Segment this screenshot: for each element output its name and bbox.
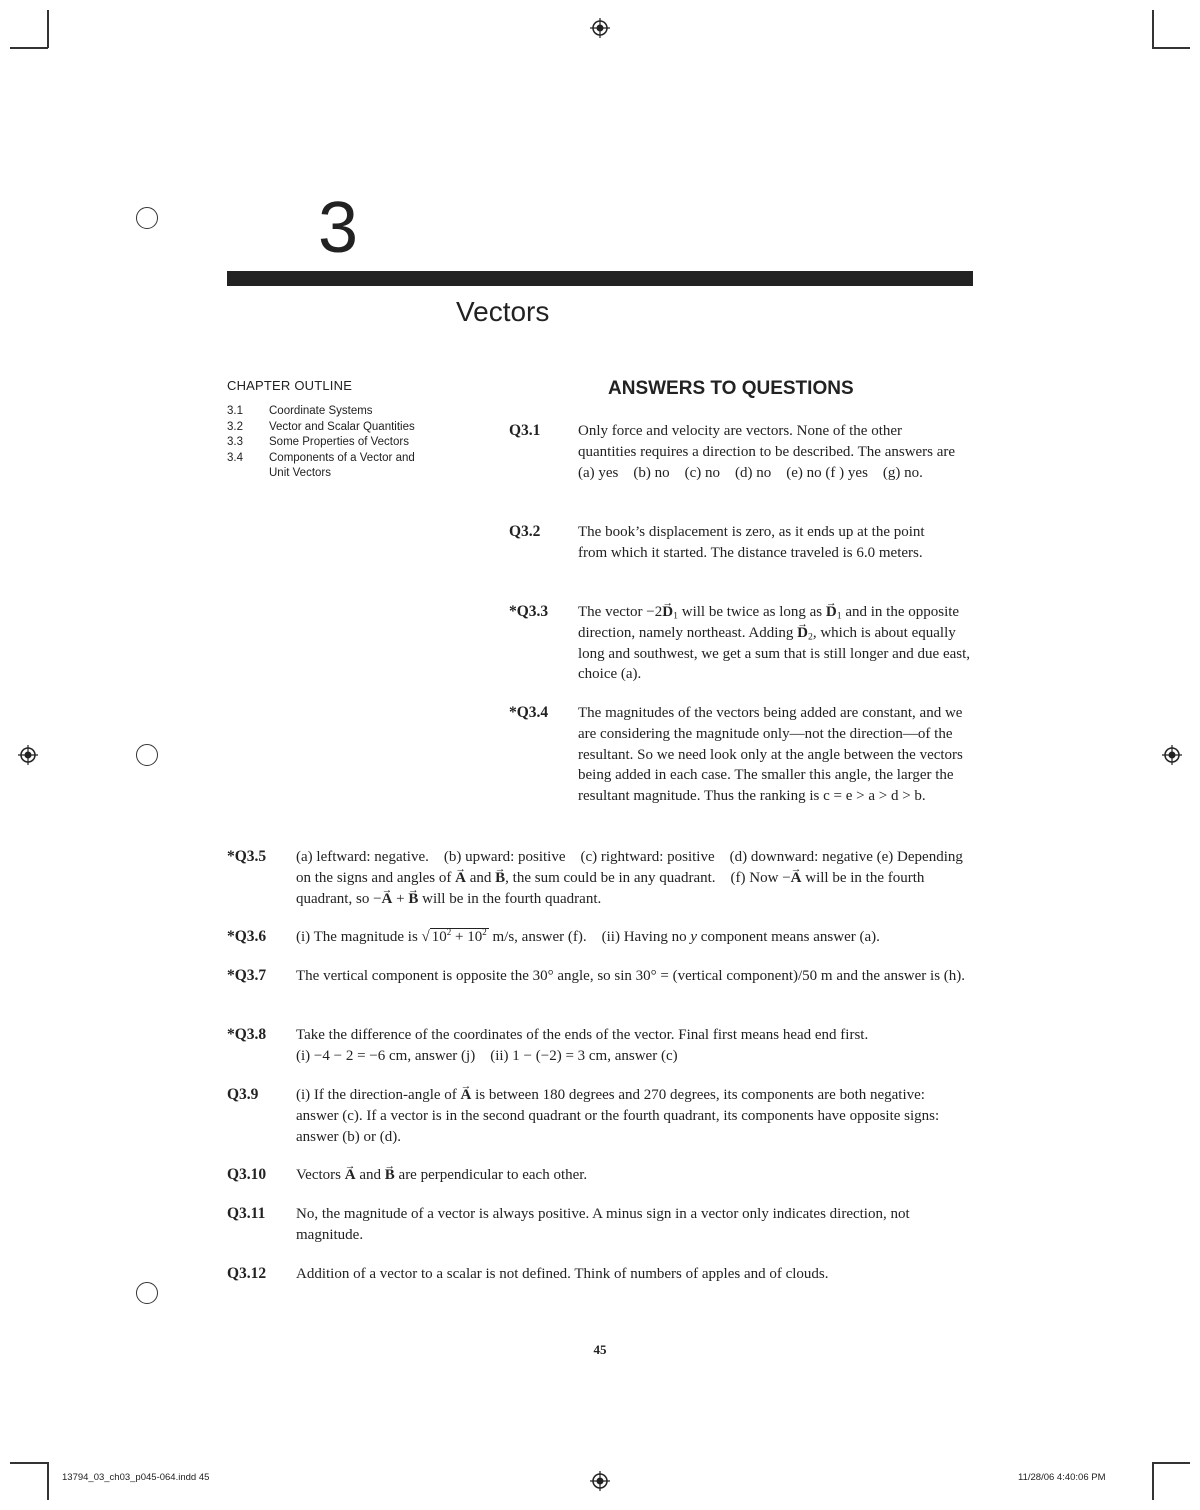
answer-text	[296, 847, 976, 909]
answer-text: The book’s displacement is zero, as it ends up at the point from which it started. The distance traveled is 6.0 meters.	[578, 524, 925, 561]
answer-text: Only force and velocity are vectors. None of the other quantities requires a direction to be described. The answers are (a) yes (b) no (c) no (d) no (e) no (f ) yes (g) no.	[578, 423, 956, 481]
text-run: +	[392, 890, 409, 907]
text-run: and in the opposite direction, namely northeast. Adding	[578, 604, 960, 641]
text-run: will be twice as long as	[677, 604, 826, 620]
radicand-term: 10	[431, 929, 447, 945]
vector-symbol: → B	[495, 868, 505, 889]
answer-line: Take the difference of the coordinates of the ends of the vector. Final first means head end first.	[296, 1027, 869, 1043]
question-label: *Q3.5	[227, 848, 267, 865]
text-run: (i) The magnitude is	[296, 929, 422, 945]
page-number: 45	[593, 1342, 607, 1357]
outline-item-number: 3.1	[227, 405, 243, 417]
text-run: is between 180 degrees and 270 degrees, its components are both negative: answer (c). If a vector is in the second quadrant or the fourth quadrant, its components have opposite signs: answer (b) or (d).	[296, 1087, 940, 1145]
question-label: Q3.12	[227, 1265, 267, 1282]
question-label: *Q3.3	[509, 603, 549, 620]
subscript: 1	[673, 610, 678, 622]
answer-text	[296, 1085, 966, 1147]
outline-item-number: 3.3	[227, 436, 243, 448]
crop-mark	[47, 10, 49, 48]
text-run: will be in the fourth quadrant.	[418, 890, 602, 907]
question-label: *Q3.4	[509, 704, 549, 721]
vector-symbol: → B	[408, 889, 418, 910]
answer-text	[296, 1025, 996, 1067]
vector-symbol: → A	[461, 1085, 472, 1106]
question-label: Q3.10	[227, 1166, 267, 1183]
registration-mark-icon	[590, 18, 610, 38]
crop-mark	[10, 1462, 48, 1464]
question-label: Q3.1	[509, 422, 541, 439]
answers-heading: ANSWERS TO QUESTIONS	[608, 378, 854, 399]
text-run: (i) If the direction-angle of	[296, 1087, 461, 1103]
question-label: *Q3.7	[227, 967, 267, 984]
outline-item-number: 3.4	[227, 451, 243, 464]
registration-mark-icon	[18, 745, 38, 765]
binder-hole-icon	[136, 207, 158, 229]
slug-timestamp: 11/28/06 4:40:06 PM	[1018, 1472, 1106, 1483]
outline-item-number: 3.2	[227, 420, 243, 433]
crop-mark	[1152, 10, 1154, 48]
question-label: *Q3.6	[227, 928, 267, 945]
text-run: (a) leftward: negative. (b) upward: positive (c) rightward: positive (d) downward: negative (e) Depending on the signs and angles of	[296, 849, 963, 886]
outline-heading: CHAPTER OUTLINE	[227, 378, 353, 393]
chapter-rule	[227, 271, 973, 286]
text-run: Vectors	[296, 1167, 345, 1183]
exponent: 2	[482, 927, 487, 937]
text-run: and	[355, 1167, 385, 1183]
outline-item-text: Coordinate Systems	[269, 405, 373, 417]
operator: +	[451, 929, 468, 945]
question-label: *Q3.8	[227, 1026, 267, 1043]
text-run: will be in the fourth quadrant, so −	[296, 869, 925, 907]
crop-mark	[1152, 1462, 1154, 1500]
outline-item-text: Some Properties of Vectors	[269, 436, 409, 448]
vector-symbol: → D	[797, 623, 808, 644]
radical-sign: √	[421, 929, 430, 945]
vector-symbol: → A	[455, 868, 466, 889]
chapter-number: 3	[318, 188, 359, 268]
subscript: 1	[836, 610, 842, 622]
outline-item-text: Vector and Scalar Quantities	[269, 420, 415, 433]
crop-mark	[10, 47, 48, 49]
answer-line: (i) −4 − 2 = −6 cm, answer (j) (ii) 1 − (−2) = 3 cm, answer (c)	[296, 1047, 678, 1064]
answer-text	[296, 927, 996, 948]
text-run: and	[465, 869, 496, 886]
subscript: 2	[807, 631, 813, 643]
vector-symbol: → D	[826, 602, 837, 623]
text-run: m/s, answer (f). (ii) Having no	[488, 929, 691, 945]
registration-mark-icon	[1162, 745, 1182, 765]
vector-symbol: → A	[791, 868, 802, 889]
crop-mark	[1152, 47, 1190, 49]
question-label: Q3.11	[227, 1205, 266, 1222]
registration-mark-icon	[590, 1471, 610, 1491]
text-run: are perpendicular to each other.	[394, 1167, 588, 1183]
crop-mark	[47, 1462, 49, 1500]
exponent: 2	[446, 927, 452, 937]
answer-text: The vertical component is opposite the 30° angle, so sin 30° = (vertical component)/50 m and the answer is (h).	[296, 968, 966, 984]
outline-item-text: Components of a Vector and Unit Vectors	[269, 451, 415, 479]
text-run: , which is about equally long and southwest, we get a sum that is still longer and due east, choice (a).	[578, 624, 971, 683]
binder-hole-icon	[136, 744, 158, 766]
question-label: Q3.2	[509, 523, 541, 540]
chapter-title: Vectors	[456, 296, 550, 327]
vector-symbol: → A	[345, 1165, 356, 1186]
question-label: Q3.9	[227, 1086, 259, 1103]
answer-text	[296, 1165, 986, 1186]
vector-symbol: → A	[382, 889, 393, 910]
answer-text: The magnitudes of the vectors being added are constant, and we are considering the magnitude only—not the direction—of the resultant. So we need look only at the angle between the vectors being added in each case. The smaller this angle, the larger the resultant magnitude. Thus the ranking is c = e > a > d > b.	[578, 705, 963, 805]
radicand-term: 10	[467, 929, 483, 945]
text-run: component means answer (a).	[697, 929, 880, 945]
text-run: , the sum could be in any quadrant. (f) Now −	[505, 869, 791, 886]
answer-text	[578, 602, 978, 685]
italic-variable: y	[690, 929, 698, 945]
binder-hole-icon	[136, 1282, 158, 1304]
vector-symbol: → B	[385, 1165, 395, 1186]
square-root	[422, 928, 489, 945]
radicand	[430, 928, 489, 945]
slug-filename: 13794_03_ch03_p045-064.indd 45	[62, 1472, 210, 1483]
vector-symbol: → D	[662, 602, 673, 623]
crop-mark	[1152, 1462, 1190, 1464]
answer-text: Addition of a vector to a scalar is not defined. Think of numbers of apples and of clouds.	[296, 1266, 829, 1282]
answer-text: No, the magnitude of a vector is always positive. A minus sign in a vector only indicates direction, not magnitude.	[296, 1206, 910, 1243]
text-run: The vector −2	[578, 604, 663, 620]
